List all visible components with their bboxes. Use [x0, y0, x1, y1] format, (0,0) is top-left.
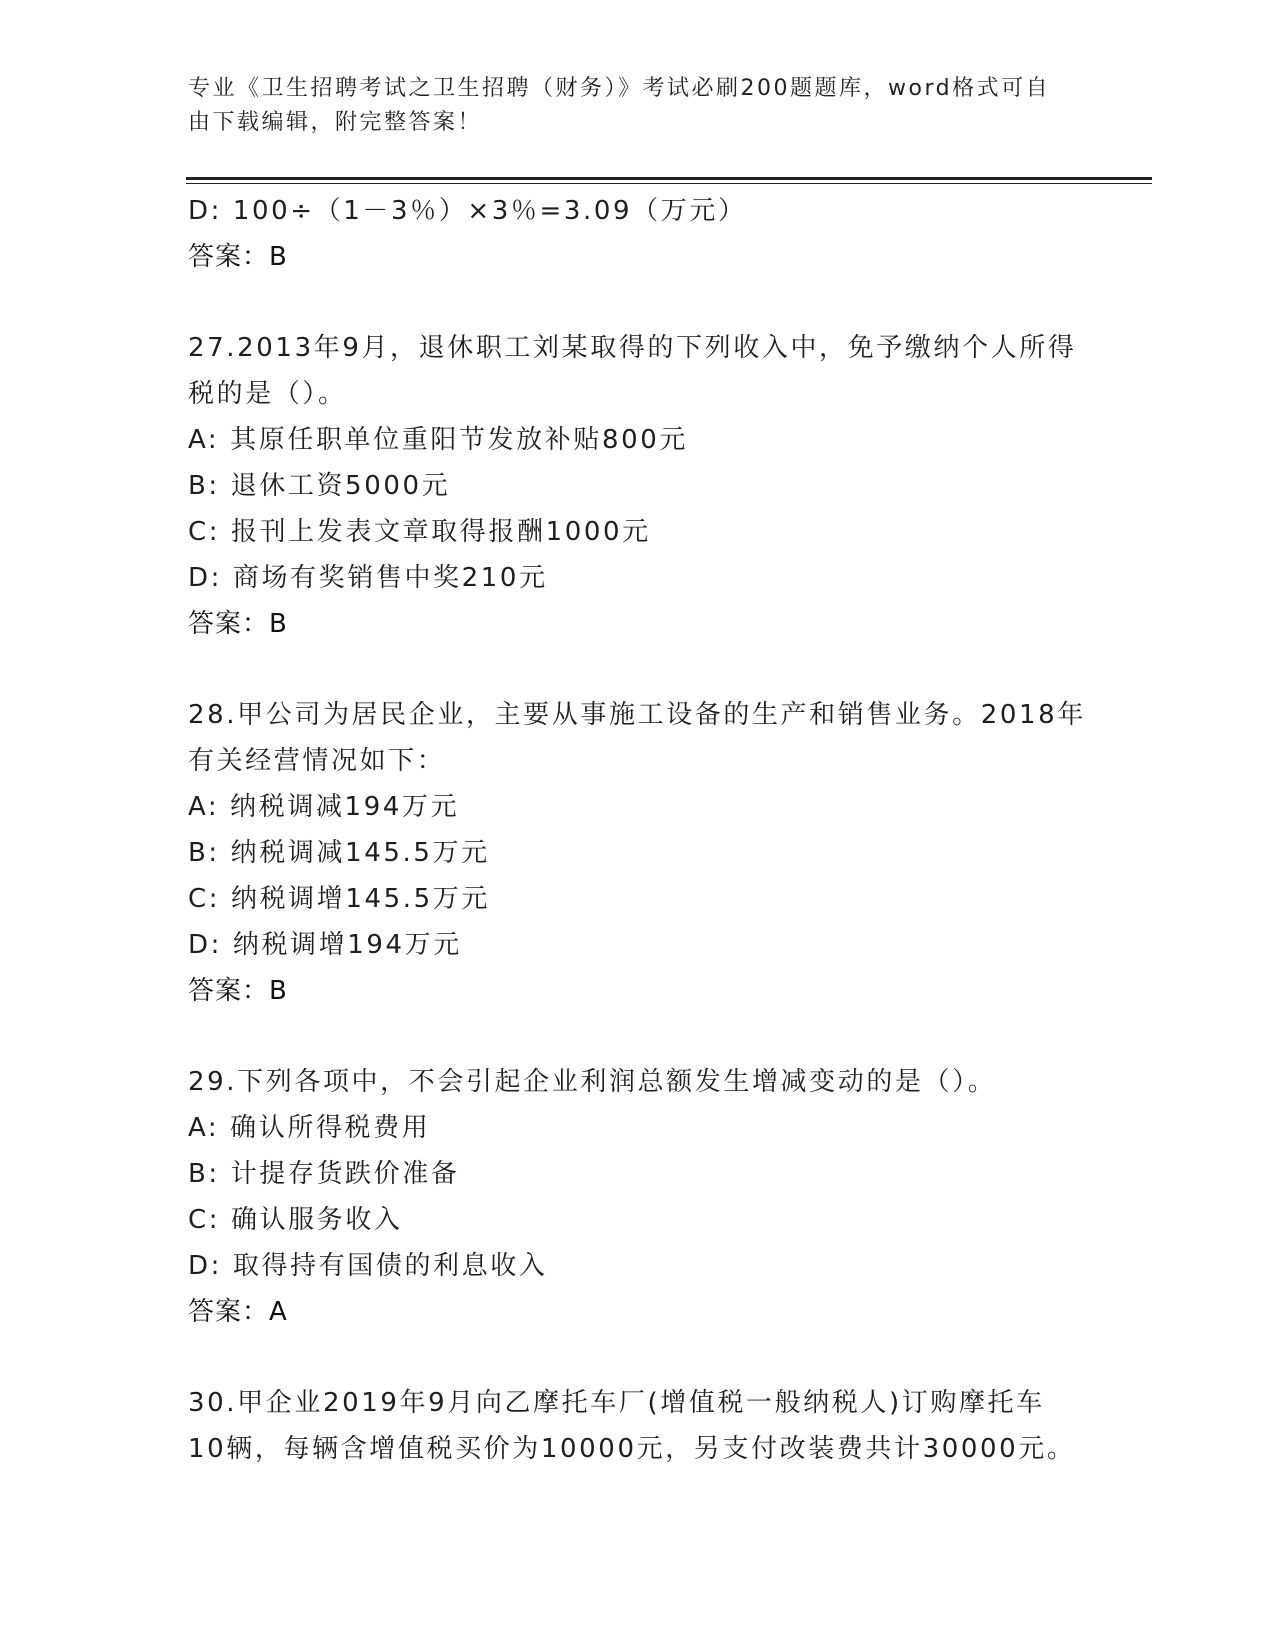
option-c: C: 纳税调增145.5万元 [188, 884, 491, 914]
option-c: C: 确认服务收入 [188, 1205, 403, 1235]
option-b: B: 退休工资5000元 [188, 471, 451, 501]
answer-line: 答案：A [188, 1297, 288, 1327]
header-title-line-1: 专业《卫生招聘考试之卫生招聘（财务）》考试必刷200题题库，word格式可自 [188, 76, 1051, 101]
question-stem-line-1: 28.甲公司为居民企业，主要从事施工设备的生产和销售业务。2018年 [188, 700, 1086, 730]
option-d: D: 取得持有国债的利息收入 [188, 1251, 548, 1281]
option-d: D: 商场有奖销售中奖210元 [188, 563, 548, 593]
option-b: B: 纳税调减145.5万元 [188, 838, 490, 868]
question-stem-line-2: 10辆，每辆含增值税买价为10000元，另支付改装费共计30000元。 [188, 1434, 1076, 1464]
option-b: B: 计提存货跌价准备 [188, 1159, 460, 1189]
header-divider-thin [186, 183, 1152, 184]
answer-line: 答案：B [188, 609, 288, 639]
question-block-27 [188, 325, 1088, 647]
header-title-line-2: 由下载编辑，附完整答案！ [188, 110, 483, 135]
question-stem-line-1: 29.下列各项中，不会引起企业利润总额发生增减变动的是（）。 [188, 1067, 997, 1097]
header-divider-thick [186, 177, 1152, 180]
question-stem-line-1: 30.甲企业2019年9月向乙摩托车厂(增值税一般纳税人)订购摩托车 [188, 1388, 1045, 1418]
option-d: D: 100÷（1－3％）×3％=3.09（万元） [188, 196, 747, 226]
question-stem-line-2: 有关经营情况如下： [188, 746, 446, 776]
question-list [188, 188, 1088, 1472]
option-a: A: 其原任职单位重阳节发放补贴800元 [188, 425, 688, 455]
option-a: A: 确认所得税费用 [188, 1113, 431, 1143]
question-stem-line-1: 27.2013年9月，退休职工刘某取得的下列收入中，免予缴纳个人所得 [188, 333, 1077, 363]
option-d: D: 纳税调增194万元 [188, 930, 462, 960]
answer-line: 答案：B [188, 976, 288, 1006]
question-block-28 [188, 692, 1088, 1014]
question-stem-line-2: 税的是（）。 [188, 379, 347, 409]
option-a: A: 纳税调减194万元 [188, 792, 460, 822]
question-block-29 [188, 1059, 1088, 1335]
question-block-prev [188, 188, 1088, 280]
option-c: C: 报刊上发表文章取得报酬1000元 [188, 517, 651, 547]
question-block-30 [188, 1380, 1088, 1472]
answer-line: 答案：B [188, 242, 288, 272]
document-header [188, 72, 1068, 140]
